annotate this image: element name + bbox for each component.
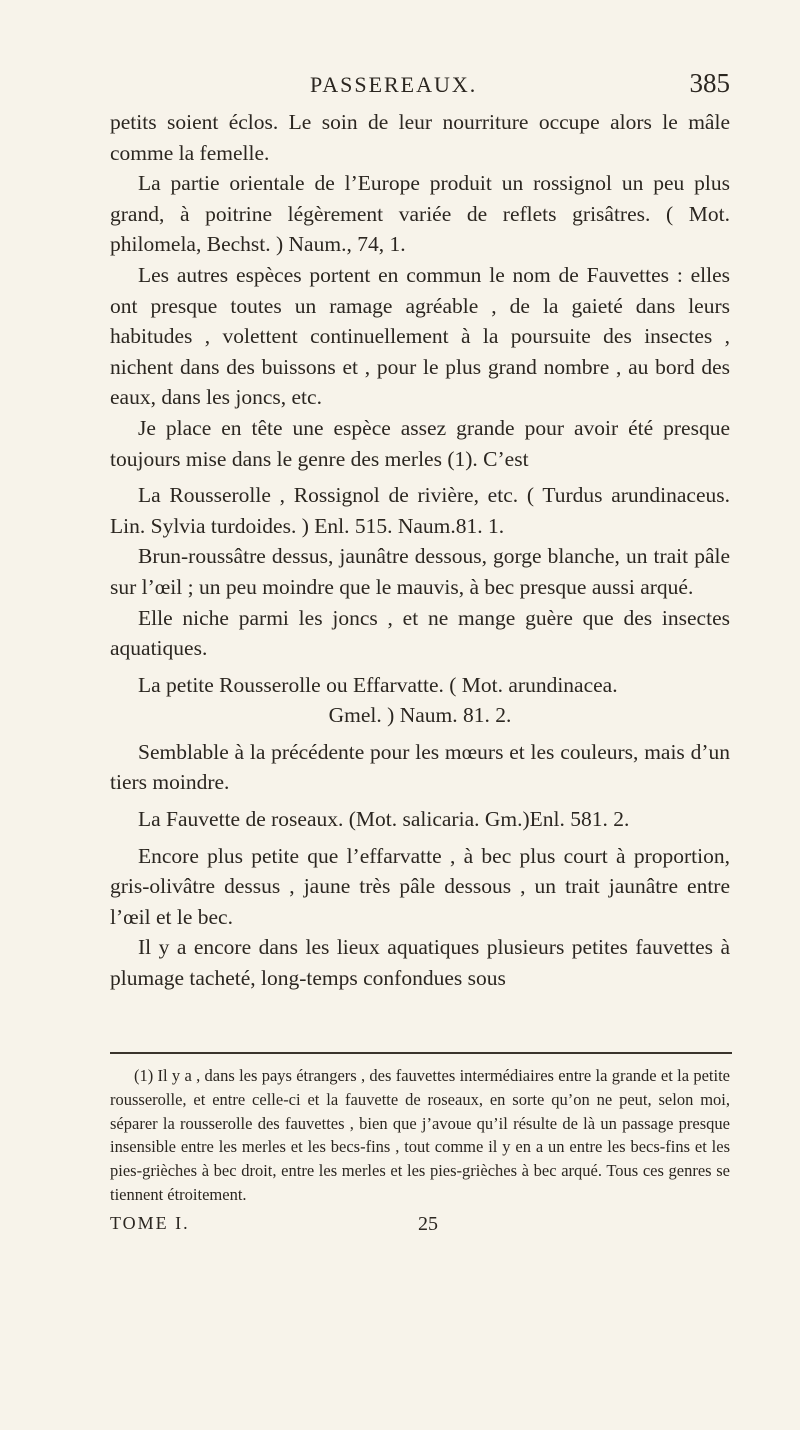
paragraph: La partie orientale de l’Europe produit un rossignol un peu plus grand, à poitrine légèrement variée de reflets grisâtres. ( Mot. philomela, Bechst. ) Naum., 74, 1. (110, 171, 730, 257)
footnote-rule (110, 1052, 732, 1054)
paragraph: Les autres espèces portent en commun le nom de Fauvettes : elles ont presque toutes un ramage agréable , de la gaieté dans leurs habitudes , volettent continuellement à la poursuite des insectes , nichent dans des buissons et , pour le plus grand nombre , au bord des eaux, dans les joncs, etc. (110, 262, 730, 410)
paragraph: Il y a encore dans les lieux aquatiques plusieurs petites fauvettes à plumage tacheté, long-temps confondues sous (110, 935, 730, 991)
footnote (110, 1064, 730, 1207)
species-heading: La petite Rousserolle ou Effarvatte. ( Mot. arundinacea. (138, 672, 618, 697)
species-heading: La Fauvette de roseaux. (Mot. salicaria. Gm.)Enl. 581. 2. (138, 807, 630, 832)
paragraph: Brun-roussâtre dessus, jaunâtre dessous, gorge blanche, un trait pâle sur l’œil ; un peu moindre que le mauvis, à bec presque aussi arqué. (110, 544, 730, 599)
volume-signature: TOME I. (110, 1213, 190, 1233)
page-header (110, 68, 730, 104)
page-number: 385 (689, 68, 730, 98)
paragraph: petits soient éclos. Le soin de leur nourriture occupe alors le mâle comme la femelle. (110, 110, 730, 165)
footnote-text: (1) Il y a , dans les pays étrangers , des fauvettes intermédiaires entre la grande et la petite rousserolle, et entre celle-ci et la fauvette de roseaux, en sorte qu’on ne peut, selon moi, séparer la rousserolle des fauvettes , bien que j’avoue qu’il résulte de là un passage presque insensible entre les merles et les becs-fins , tout comme il y en a un entre les becs-fins et les pies-grièches à bec droit, entre les merles et les pies-grièches à bec arqué. Tous ces genres se tiennent étroitement. (110, 1066, 730, 1204)
body-text (110, 107, 730, 994)
paragraph: Je place en tête une espèce assez grande pour avoir été presque toujours mise dans le genre des merles (1). C’est (110, 415, 730, 471)
paragraph: Semblable à la précédente pour les mœurs et les couleurs, mais d’un tiers moindre. (110, 739, 730, 795)
running-head: PASSEREAUX. (310, 72, 478, 97)
paragraph: Elle niche parmi les joncs , et ne mange guère que des insectes aquatiques. (110, 605, 730, 661)
signature-mark: 25 (418, 1213, 438, 1235)
paragraph: Encore plus petite que l’effarvatte , à bec plus court à proportion, gris-olivâtre dessus , jaune très pâle dessous , un trait jaunâtre entre l’œil et le bec. (110, 843, 730, 929)
species-heading: La Rousserolle , Rossignol de rivière, etc. ( Turdus arundinaceus. Lin. Sylvia turdoides. ) Enl. 515. Naum.81. 1. (110, 483, 730, 538)
species-heading-continuation: Gmel. ) Naum. 81. 2. (328, 703, 512, 728)
